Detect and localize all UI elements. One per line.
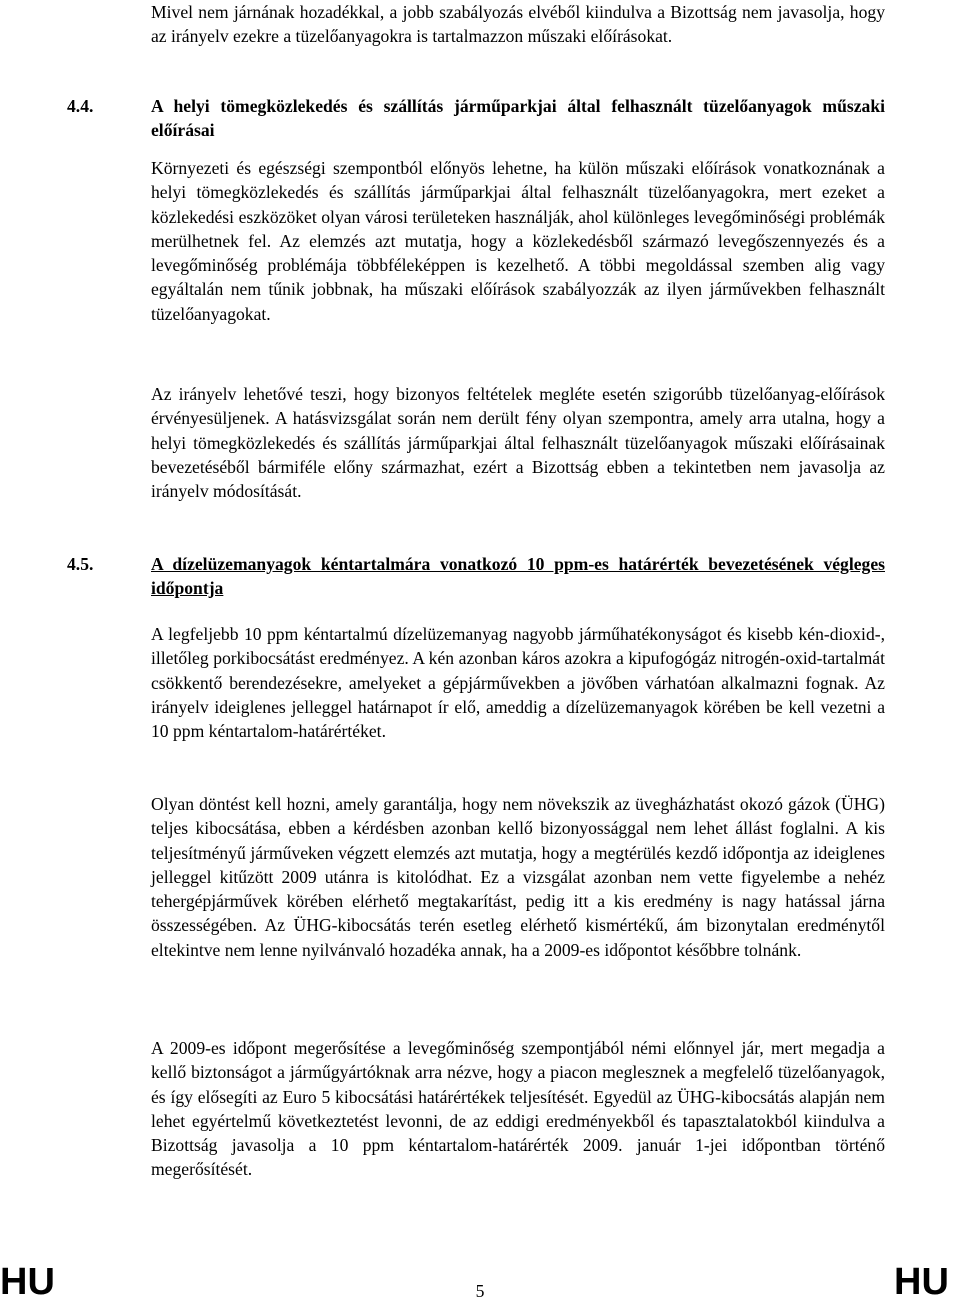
section-4-5-paragraph-2: Olyan döntést kell hozni, amely garantálja, hogy nem növekszik az üvegházhatást okozó gázok (ÜHG) teljes kibocsátása, ebben a kérdésben azonban kellő bizonyossággal nem lehet állást foglalni. A kis teljesítményű járműveken végzett elemzés azt mutatja, hogy a megtérülés kezdő időpontja az ideiglenes jelleggel kitűzött 2009 utánra is kitolódhat. Ez a vizsgálat azonban nem vette figyelembe a nehéz tehergépjárművek körében elérhető megtakarítást, pedig itt a kis eredmény is nagy hatással járna összességében. Az ÜHG-kibocsátás terén esetleg elérhető kismértékű, ám bizonytalan eredménytől eltekintve nem lenne nyilvánvaló hozadéka annak, ha a 2009-es időpontot későbbre tolnánk. <box>151 794 885 960</box>
page-number: 5 <box>475 1281 485 1301</box>
footer-language-left: HU <box>0 1261 55 1303</box>
section-4-4-paragraph-2: Az irányelv lehetővé teszi, hogy bizonyos feltételek megléte esetén szigorúbb tüzelőanyag-előírások érvényesüljenek. A hatásvizsgálat során nem derült fény olyan szempontra, amely arra utalna, hogy a helyi tömegközlekedés és szállítás járműparkjai által felhasznált tüzelőanyagok műszaki előírásainak bevezetéséből bármiféle előny származhat, ezért a Bizottság ebben a tekintetben nem javasolja az irányelv módosítását. <box>151 384 885 502</box>
section-4-5-title: A dízelüzemanyagok kéntartalmára vonatkozó 10 ppm-es határérték bevezetésének végleges időpontja <box>151 554 885 599</box>
section-4-4-number: 4.4. <box>67 96 94 116</box>
section-4-5-paragraph-1: A legfeljebb 10 ppm kéntartalmú dízelüzemanyag nagyobb járműhatékonyságot és kisebb kén-dioxid-, illetőleg porkibocsátást eredményez. A kén azonban káros azokra a kipufogógáz nitrogén-oxid-tartalmát csökkentő berendezésekre, amelyeket a gépjárművekben a jövőben várhatóan alkalmazni fognak. Az irányelv ideiglenes jelleggel határnapot ír elő, ameddig a dízelüzemanyagok körében be kell vezetni a 10 ppm kéntartalom-határértéket. <box>151 624 885 742</box>
section-4-4-paragraph-1: Környezeti és egészségi szempontból előnyös lehetne, ha külön műszaki előírások vonatkoznának a helyi tömegközlekedés és szállítás járműparkjai által felhasznált tüzelőanyagokra, mert ezeket a közlekedési eszközöket olyan városi területeken használják, ahol különleges levegőminőségi problémák merülhetnek fel. Az elemzés azt mutatja, hogy a közlekedésből származó levegőszennyezés és a levegőminőség problémája többféleképpen is kezelhető. A többi megoldással szemben alig vagy egyáltalán nem tűnik jobbnak, ha műszaki előírások szabályozzák az ilyen járművekben felhasznált tüzelőanyagokat. <box>151 158 885 324</box>
section-4-4-title: A helyi tömegközlekedés és szállítás járműparkjai által felhasznált tüzelőanyagok műszaki előírásai <box>151 96 885 141</box>
intro-paragraph: Mivel nem járnának hozadékkal, a jobb szabályozás elvéből kiindulva a Bizottság nem javasolja, hogy az irányelv ezekre a tüzelőanyagokra is tartalmazzon műszaki előírásokat. <box>151 2 885 47</box>
section-4-5-paragraph-3: A 2009-es időpont megerősítése a levegőminőség szempontjából némi előnnyel jár, mert megadja a kellő biztonságot a járműgyártóknak arra nézve, hogy a piacon meglesznek a megfelelő tüzelőanyagok, és így elősegíti az Euro 5 kibocsátási határértékek teljesítését. Egyedül az ÜHG-kibocsátás alapján nem lehet egyértelmű következtetést levonni, de az eddigi eredményekből és tapasztalatokból kiindulva a Bizottság javasolja a 10 ppm kéntartalom-határérték 2009. január 1-jei időpontban történő megerősítését. <box>151 1038 885 1180</box>
section-4-5-number: 4.5. <box>67 554 94 574</box>
footer-language-right: HU <box>894 1261 949 1303</box>
